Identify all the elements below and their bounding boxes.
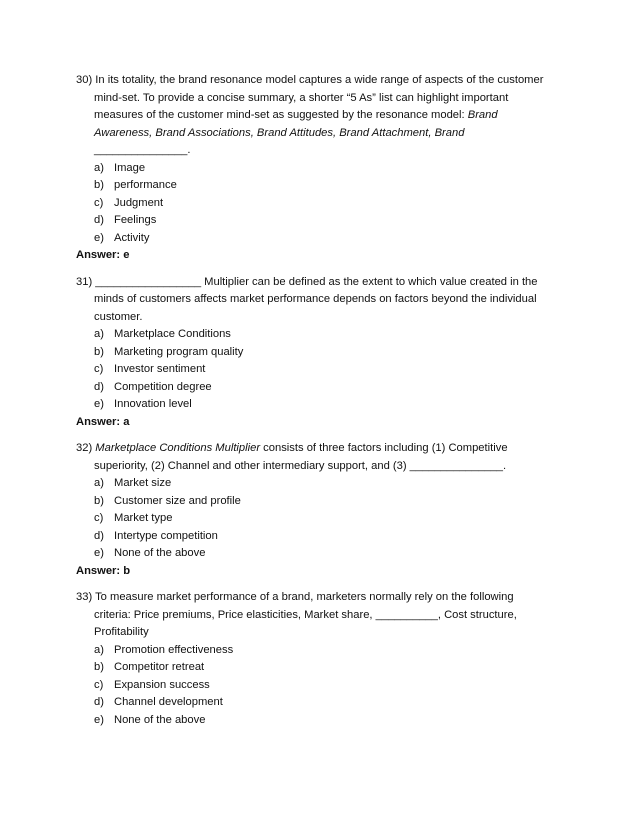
question-text-line: superiority, (2) Channel and other intermediary support, and (3) _______________. <box>94 459 507 472</box>
option-item <box>94 379 576 397</box>
option-item <box>94 396 576 414</box>
question-text: 33) To measure market performance of a brand, marketers normally rely on the following <box>76 591 514 603</box>
question-italic-text: Marketplace Conditions Multiplier <box>95 442 261 454</box>
option-item <box>94 677 576 695</box>
option-item <box>94 326 576 344</box>
question-text-line <box>76 107 576 125</box>
option-letter: b) <box>94 179 104 191</box>
option-letter: a) <box>94 328 104 340</box>
question-31 <box>76 274 576 432</box>
answer-value: e <box>123 249 130 261</box>
option-item <box>94 510 576 528</box>
option-text: Image <box>114 161 146 174</box>
option-letter: d) <box>94 380 104 393</box>
option-letter: d) <box>94 696 104 708</box>
option-text: Innovation level <box>114 398 192 410</box>
option-item <box>94 528 576 546</box>
option-item <box>94 361 576 379</box>
option-text: Market size <box>114 477 172 489</box>
answer-line <box>76 563 576 581</box>
question-blank: _______________. <box>94 144 191 156</box>
answer-label: Answer: <box>76 564 121 577</box>
option-letter: a) <box>94 643 104 656</box>
options-list <box>76 160 576 248</box>
option-item <box>94 195 576 213</box>
option-text: Marketing program quality <box>114 345 244 358</box>
option-letter: c) <box>94 678 104 691</box>
option-item <box>94 177 576 195</box>
answer-line <box>76 414 576 432</box>
option-item <box>94 493 576 511</box>
question-text-line: mind-set. To provide a concise summary, a shorter “5 As” list can highlight important <box>94 91 509 104</box>
question-33 <box>76 589 576 729</box>
option-item <box>94 344 576 362</box>
option-letter: b) <box>94 494 104 507</box>
option-item <box>94 212 576 230</box>
question-text-fragment: measures of the customer mind-set as suggested by the resonance model: <box>94 109 468 121</box>
option-item <box>94 642 576 660</box>
option-text: Competitor retreat <box>114 661 205 673</box>
option-text: Customer size and profile <box>114 494 241 507</box>
answer-label: Answer: <box>76 415 121 428</box>
option-item <box>94 475 576 493</box>
option-item <box>94 545 576 563</box>
question-text-fragment: consists of three factors including (1) Competitive <box>260 442 508 454</box>
option-letter: e) <box>94 547 104 559</box>
option-letter: b) <box>94 345 104 358</box>
option-item <box>94 230 576 248</box>
option-letter: a) <box>94 161 104 174</box>
question-text <box>76 440 576 458</box>
option-letter: d) <box>94 214 104 226</box>
option-text: Expansion success <box>114 678 210 691</box>
option-item <box>94 659 576 677</box>
question-32 <box>76 440 576 580</box>
question-text-line: customer. <box>94 310 143 323</box>
option-text: None of the above <box>114 547 206 559</box>
option-letter: c) <box>94 196 104 209</box>
option-text: None of the above <box>114 713 206 726</box>
option-text: Investor sentiment <box>114 363 206 375</box>
option-text: Feelings <box>114 214 157 226</box>
option-letter: c) <box>94 512 104 524</box>
option-text: Channel development <box>114 696 223 708</box>
answer-label: Answer: <box>76 249 121 261</box>
option-item <box>94 712 576 730</box>
option-letter: e) <box>94 398 104 410</box>
question-italic-text: Awareness, Brand Associations, Brand Attitudes, Brand Attachment, Brand <box>94 126 465 139</box>
answer-value: a <box>123 415 130 428</box>
option-letter: b) <box>94 661 104 673</box>
option-letter: c) <box>94 363 104 375</box>
option-text: performance <box>114 179 177 191</box>
option-letter: a) <box>94 477 104 489</box>
option-text: Marketplace Conditions <box>114 328 231 340</box>
option-text: Activity <box>114 231 150 244</box>
question-text: 30) In its totality, the brand resonance model captures a wide range of aspects of the customer <box>76 74 544 86</box>
option-text: Market type <box>114 512 173 524</box>
answer-line <box>76 247 576 265</box>
question-text: 31) _________________ Multiplier can be defined as the extent to which value created in the <box>76 275 538 288</box>
question-italic-text: Brand <box>467 109 498 121</box>
option-letter: e) <box>94 231 104 244</box>
document-page <box>76 72 576 729</box>
option-letter: d) <box>94 529 104 542</box>
question-text-line: criteria: Price premiums, Price elasticities, Market share, __________, Cost structure, <box>94 608 517 621</box>
option-letter: e) <box>94 713 104 726</box>
options-list <box>76 642 576 730</box>
option-text: Promotion effectiveness <box>114 643 234 656</box>
option-text: Intertype competition <box>114 529 218 542</box>
option-item <box>94 160 576 178</box>
options-list <box>76 326 576 414</box>
answer-value: b <box>123 564 131 577</box>
options-list <box>76 475 576 563</box>
question-number: 32) <box>76 442 96 454</box>
question-text-line <box>76 125 576 143</box>
option-text: Competition degree <box>114 380 212 393</box>
option-item <box>94 694 576 712</box>
option-text: Judgment <box>114 196 164 209</box>
question-text-line: Profitability <box>94 626 149 638</box>
question-30 <box>76 72 576 265</box>
question-text-line: minds of customers affects market performance depends on factors beyond the individual <box>94 293 537 305</box>
